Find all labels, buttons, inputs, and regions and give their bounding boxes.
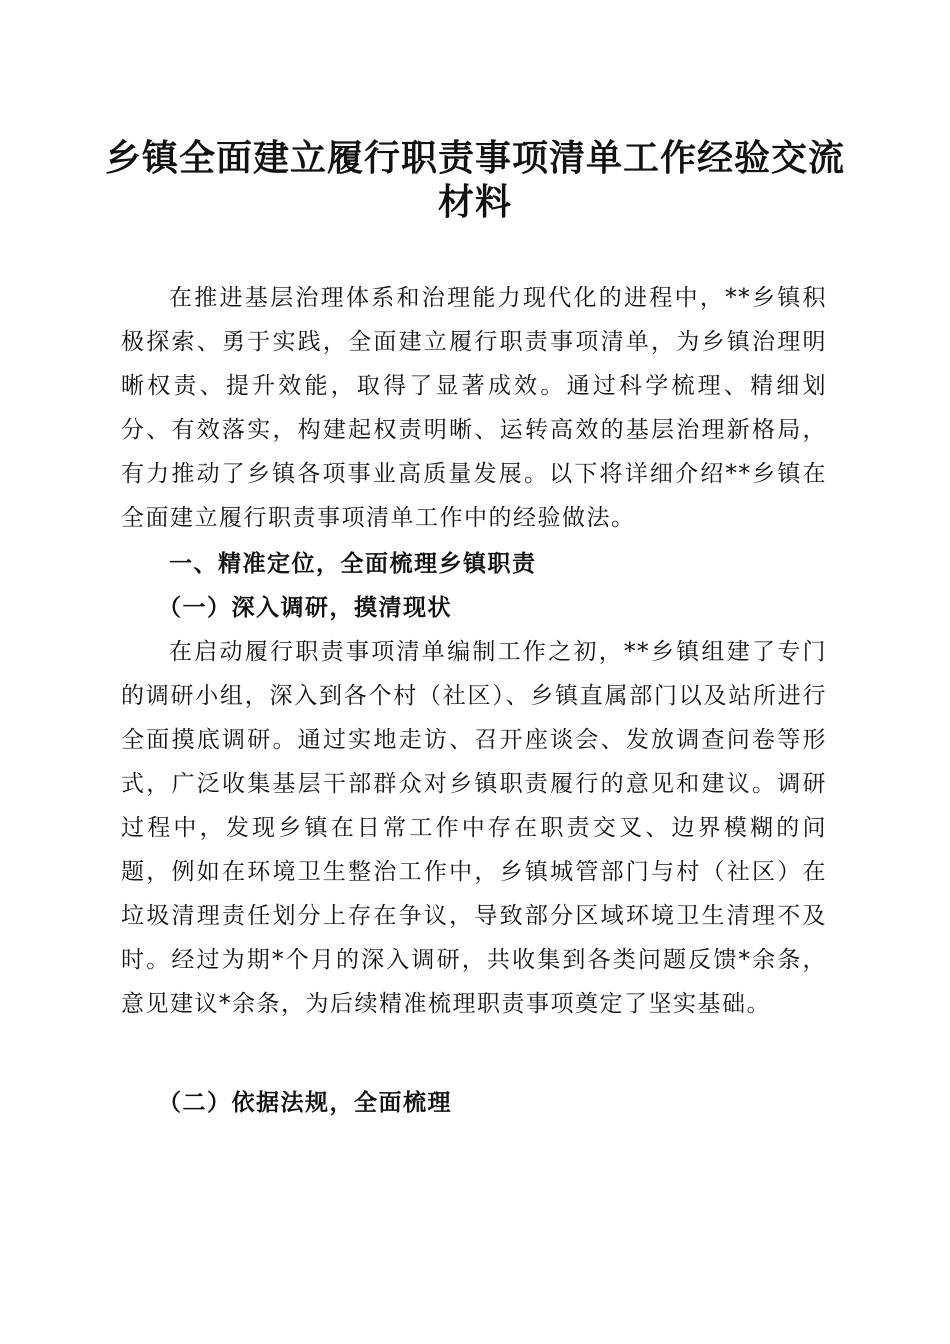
intro-block	[121, 276, 827, 540]
document-title-line-2: 材料	[437, 182, 512, 223]
document-title-line-1: 乡镇全面建立履行职责事项清单工作经验交流	[104, 138, 845, 179]
subsection-1-block	[121, 630, 827, 1026]
subsection-1-heading: （一）深入调研，摸清现状	[158, 594, 452, 621]
subsection-2-heading: （二）依据法规，全面梳理	[158, 1089, 452, 1116]
section-1-heading: 一、精准定位，全面梳理乡镇职责	[169, 551, 537, 577]
intro-paragraph: 在推进基层治理体系和治理能力现代化的进程中，**乡镇积极探索、勇于实践，全面建立履行职责事项清单，为乡镇治理明晰权责、提升效能，取得了显著成效。通过科学梳理、精细划分、有效落实，构建起权责明晰、运转高效的基层治理新格局，有力推动了乡镇各项事业高质量发展。以下将详细介绍**乡镇在全面建立履行职责事项清单工作中的经验做法。	[121, 285, 827, 531]
subsection-1-paragraph: 在启动履行职责事项清单编制工作之初，**乡镇组建了专门的调研小组，深入到各个村（社区）、乡镇直属部门以及站所进行全面摸底调研。通过实地走访、召开座谈会、发放调查问卷等形式，广泛收集基层干部群众对乡镇职责履行的意见和建议。调研过程中，发现乡镇在日常工作中存在职责交叉、边界模糊的问题，例如在环境卫生整治工作中，乡镇城管部门与村（社区）在垃圾清理责任划分上存在争议，导致部分区域环境卫生清理不及时。经过为期*个月的深入调研，共收集到各类问题反馈*余条，意见建议*余条，为后续精准梳理职责事项奠定了坚实基础。	[121, 639, 827, 1017]
